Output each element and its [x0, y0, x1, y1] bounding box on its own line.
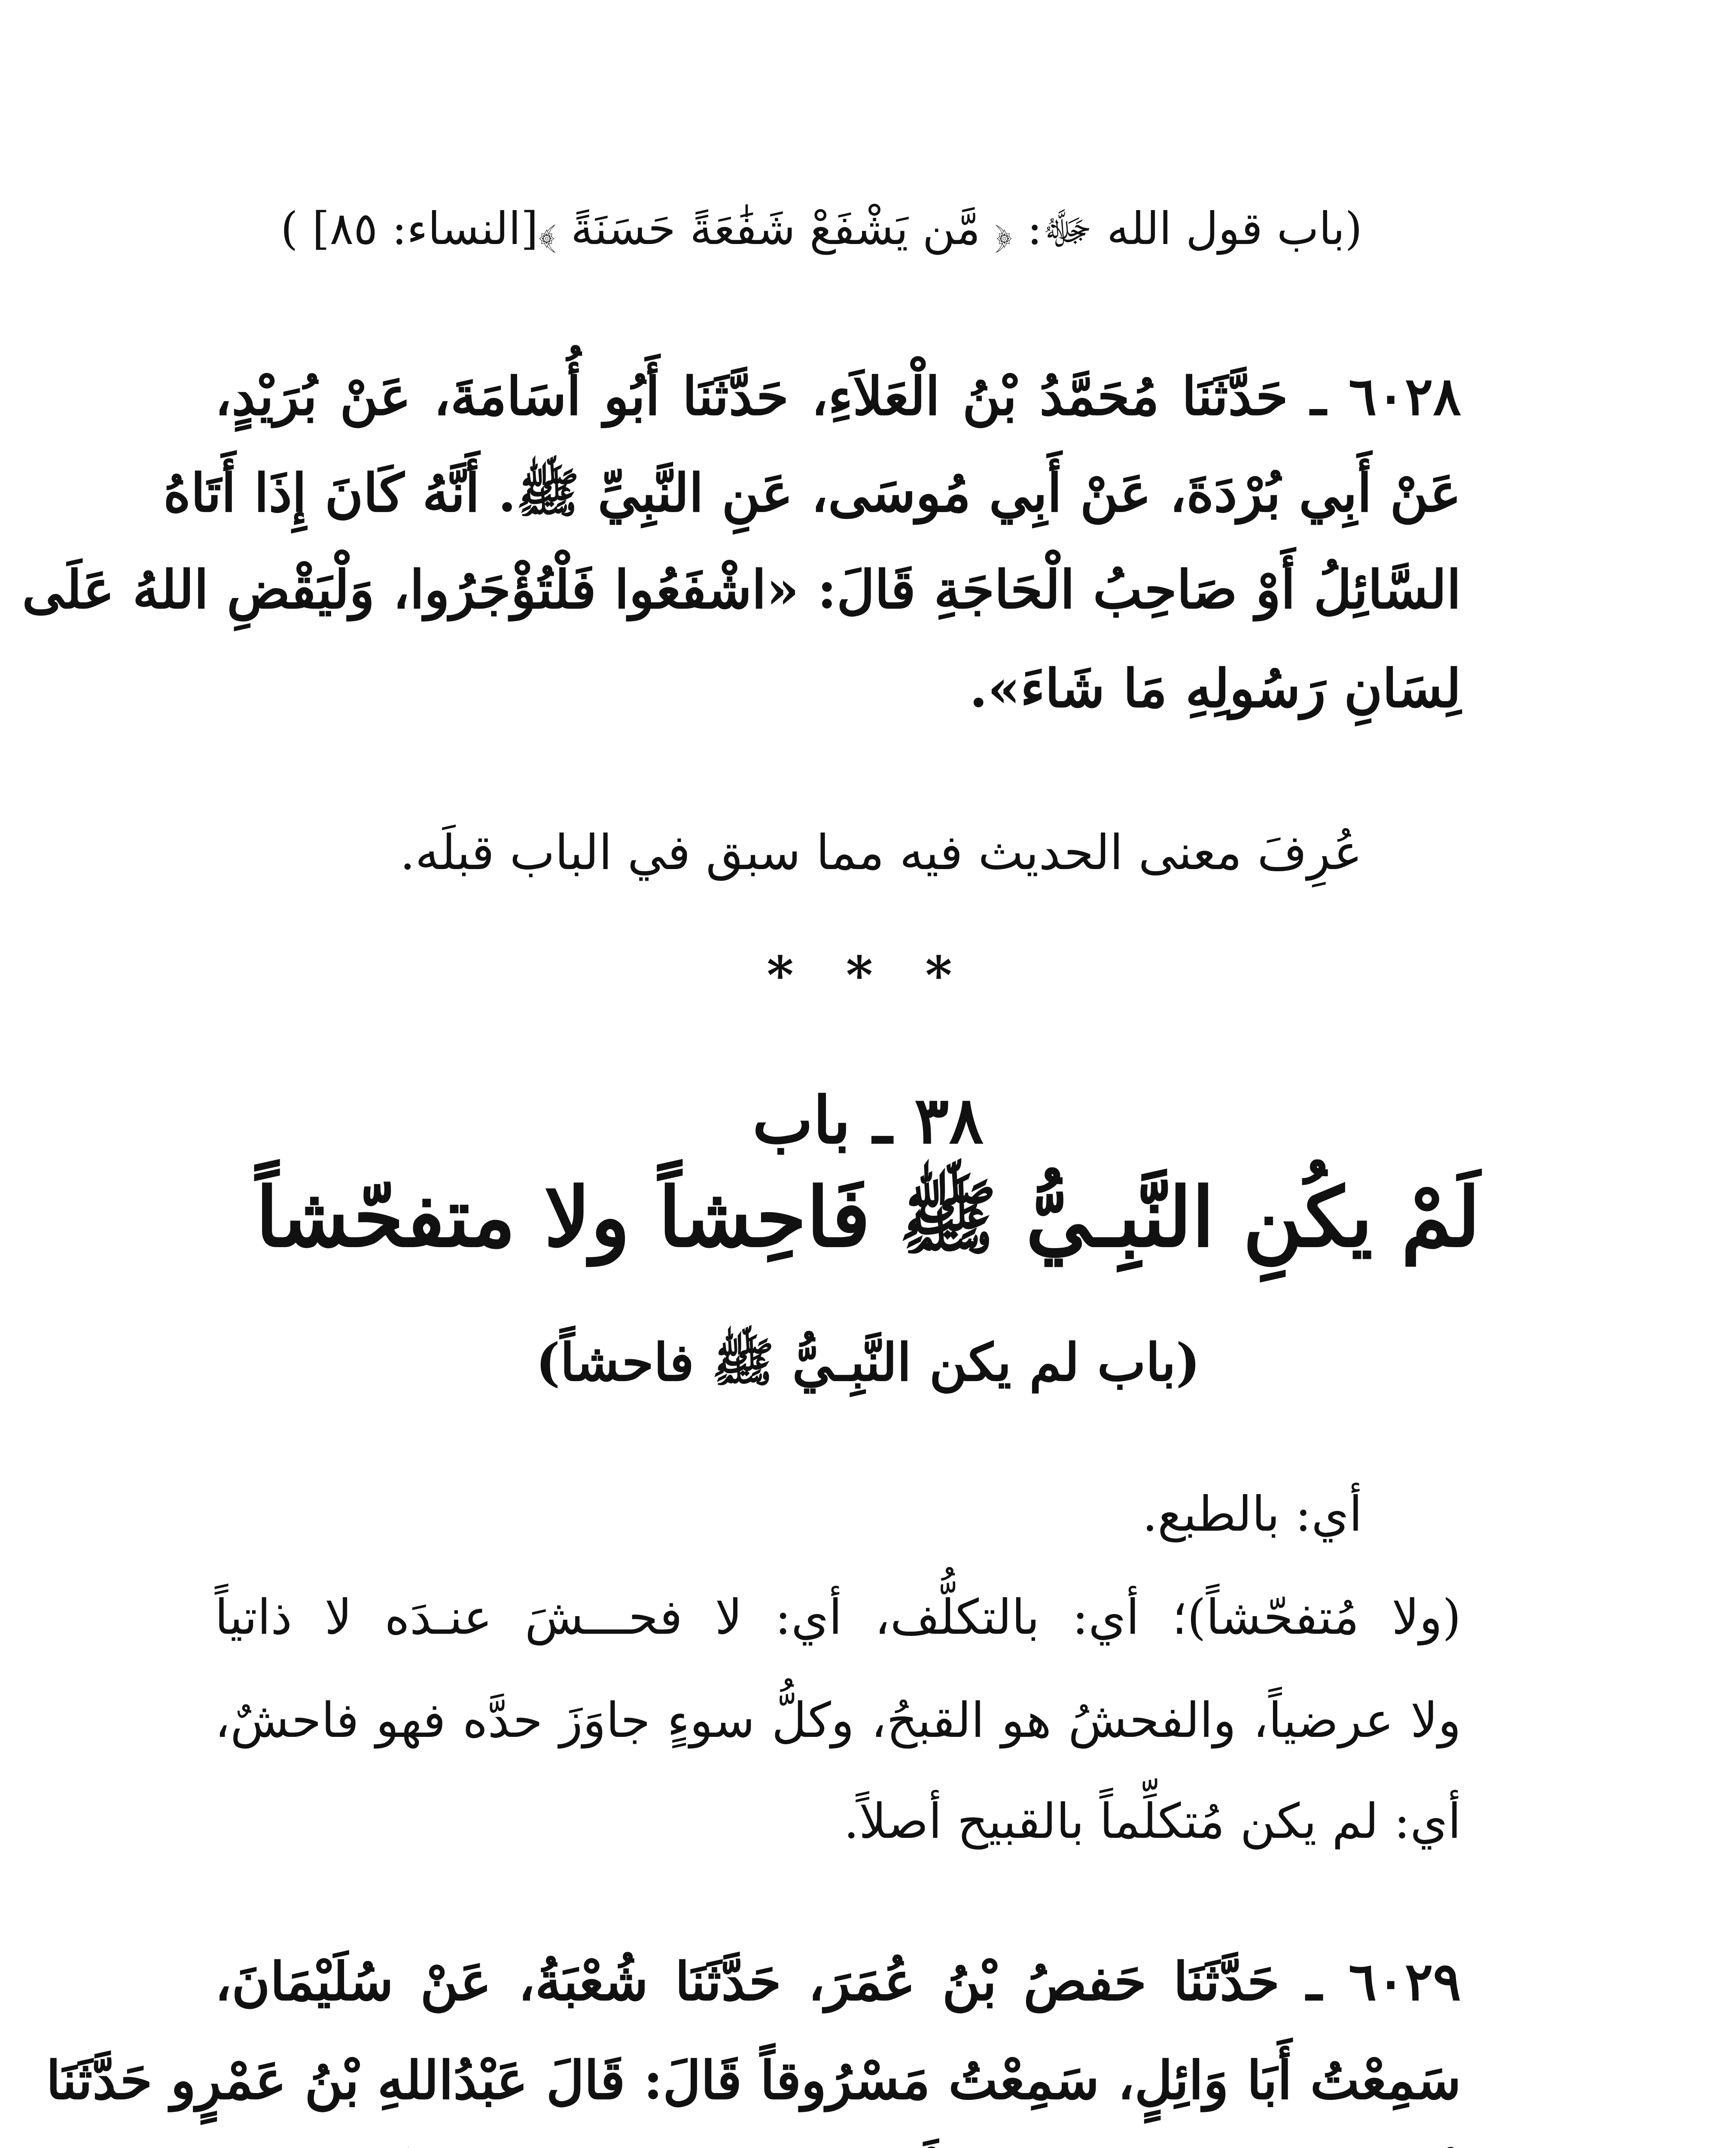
hadith-6028-line-4: لِسَانِ رَسُولِهِ مَا شَاءَ». — [969, 657, 1461, 719]
hadith-6029-line-2: سَمِعْتُ أَبَا وَائِلٍ، سَمِعْتُ مَسْرُوقاً قَالَ: قَالَ عَبْدُاللهِ بْنُ عَمْرٍو حَدَّثَنَا — [46, 2049, 1461, 2111]
hadith-6028-line-3: السَّائِلُ أَوْ صَاحِبُ الْحَاجَةِ قَالَ: «اشْفَعُوا فَلْتُؤْجَرُوا، وَلْيَقْضِ اللهُ عَلَى — [22, 558, 1461, 620]
chapter-title: لَمْ يكُنِ النَّبِـيُّ ﷺ فَاحِشاً ولا متفحّشاً — [256, 1169, 1480, 1265]
commentary-2-line-4: أي: لم يكن مُتكلِّماً بالقبيح أصلاً. — [844, 1794, 1461, 1849]
hadith-6028-line-1: ٦٠٢٨ ـ حَدَّثَنَا مُحَمَّدُ بْنُ الْعَلاَءِ، حَدَّثَنَا أَبُو أُسَامَةَ، عَنْ بُرَيْدٍ، — [215, 365, 1461, 427]
sub-bab-heading: (باب لم يكن النَّبِـيُّ ﷺ فاحشاً) — [536, 1332, 1200, 1393]
separator-stars: * * * — [767, 945, 969, 1006]
section-header: (باب قول الله ﷻ: ﴿ مَّن يَشْفَعْ شَفَٰعَةً حَسَنَةً ﴾[النساء: ٨٥] ) — [280, 202, 1362, 255]
chapter-number: ٣٨ ـ باب — [752, 1083, 984, 1158]
commentary-1: عُرِفَ معنى الحديث فيه مما سبق في الباب قبلَه. — [399, 825, 1362, 881]
commentary-2-line-2: (ولا مُتفحّشاً)؛ أي: بالتكلُّف، أي: لا فحـــشَ عنـدَه لا ذاتياً — [215, 1590, 1461, 1645]
hadith-6029-line-1: ٦٠٢٩ ـ حَدَّثَنَا حَفصُ بْنُ عُمَرَ، حَدَّثَنَا شُعْبَةُ، عَنْ سُلَيْمَانَ، — [215, 1950, 1461, 2012]
commentary-2-line-1: أي: بالطبع. — [1142, 1486, 1362, 1542]
commentary-2-line-3: ولا عرضياً، والفحشُ هو القبحُ، وكلُّ سوءٍ جاوَزَ حدَّه فهو فاحشٌ، — [215, 1693, 1462, 1748]
hadith-6028-line-2: عَنْ أَبِي بُرْدَةَ، عَنْ أَبِي مُوسَى، عَنِ النَّبِيِّ ﷺ. أَنَّهُ كَانَ إِذَا أَتَاهُ — [163, 462, 1461, 524]
